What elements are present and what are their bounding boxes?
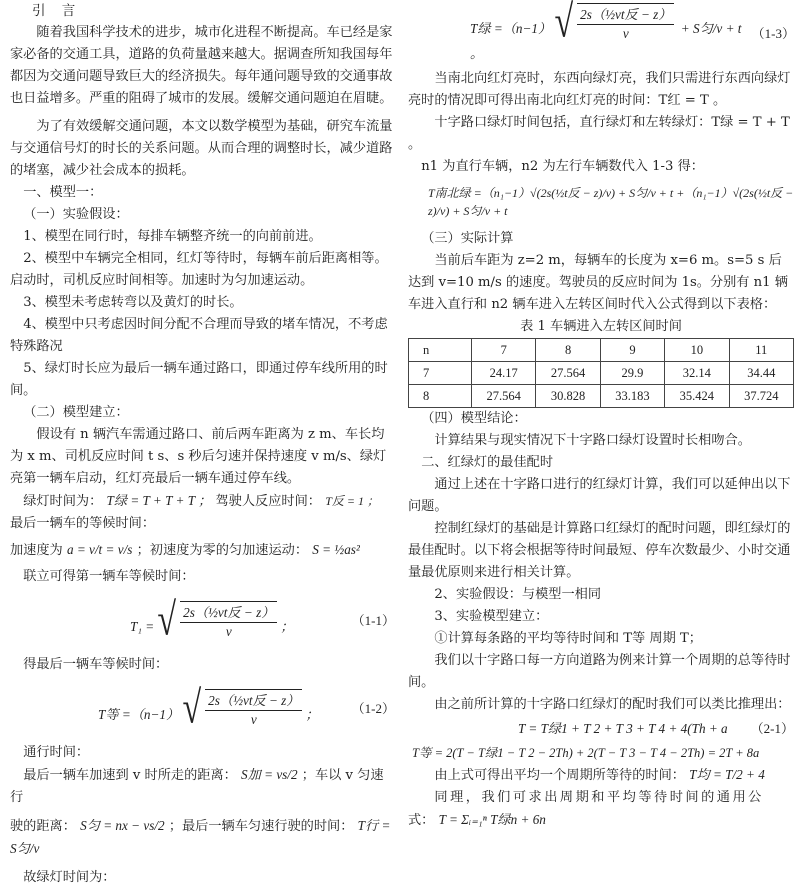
- experiment-assumption: 2、实验假设：与模型一相同: [434, 587, 602, 602]
- eq13-tail: + S匀/v + t 。: [470, 21, 742, 61]
- section-model-1: 一、模型一：: [23, 185, 103, 200]
- uniform-distance-note: ；最后一辆车匀速行驶的时间：: [168, 819, 354, 834]
- substitution-paragraph: n1 为直行车辆，n2 为左行车辆数代入 1-3 得：: [421, 159, 704, 174]
- eq12-lhs: T等 =（n−1）: [98, 707, 180, 722]
- average-wait-label: 由上式可得出平均一个周期所等待的时间：: [434, 768, 685, 783]
- assumption-5: 5、绿灯时长应为最后一辆车通过路口，即通过停车线所用的时间。: [10, 361, 388, 398]
- eq12-denominator: v: [250, 712, 257, 727]
- average-wait-line: [408, 764, 794, 787]
- eq13-number: （1-3）: [751, 26, 795, 41]
- section-2-paragraph-2: 控制红绿灯的基础是计算路口红绿灯的配时问题，即红绿灯的最佳配时。以下将会根据等待时间最短、停车次数最少、小时交通量最优原则来进行相关计算。: [408, 521, 791, 580]
- eq13-denominator: v: [622, 26, 629, 41]
- table-header-cell: 11: [729, 339, 793, 362]
- eq21-number: （2-1）: [750, 721, 794, 736]
- table-cell: 8: [409, 385, 472, 408]
- distance-formula: S = ½as²: [312, 542, 360, 557]
- equation-2-2: T等 = 2(T − T绿1 − T 2 − 2Th) + 2(T − T 3 − T 4 − 2Th) = 2T + 8a: [412, 746, 760, 760]
- wait-time-step: ①计算每条路的平均等待时间和 T等 周期 T；: [434, 631, 702, 646]
- table-caption: 表 1 车辆进入左转区间时间: [520, 319, 682, 334]
- distance-label: 最后一辆车加速到 v 时所走的距离：: [23, 768, 237, 783]
- general-formula-paragraph: 同理，我们可求出周期和平均等待时间的通用公: [434, 790, 764, 805]
- sqrt-symbol: √ $\frac{\text{2s（½vt反 − z）}}{v}$: [157, 601, 280, 641]
- sqrt-symbol: √ $\frac{\text{2s（½vt反 − z）}}{v}$: [182, 689, 305, 729]
- eq12-number: （1-2）: [351, 701, 395, 716]
- period-paragraph: 我们以十字路口每一方向道路为例来计算一个周期的总等待时间。: [408, 653, 791, 690]
- distance-note: ；车以 v 匀速行: [10, 768, 384, 805]
- experiment-model-heading: 3、实验模型建立：: [434, 609, 549, 624]
- eq13-numerator: 2s（½vt反 − z）: [577, 6, 674, 25]
- table-cell: 35.424: [665, 385, 729, 408]
- table-cell: 33.183: [600, 385, 664, 408]
- last-car-wait-label: 最后一辆车的等候时间：: [10, 516, 156, 531]
- green-time-formula: T绿 = T + T + T ；: [106, 493, 212, 508]
- equation-1-2: T等 =（n−1） √ $\frac{\text{2s（½vt反 − z）}}{v}$ ； （1-2）: [98, 683, 395, 734]
- pass-time-label: 通行时间：: [23, 745, 90, 760]
- model-build-paragraph: 假设有 n 辆汽车需通过路口、前后两车距离为 z m、车长均为 x m、司机反应时间 t s、s 秒后匀速并保持速度 v m/s、绿灯亮第一辆车启动，红灯亮最后一辆车通过停车线。: [10, 427, 387, 486]
- calc-heading: （三）实际计算: [421, 231, 514, 246]
- green-components-paragraph: 十字路口绿灯时间包括，直行绿灯和左转绿灯：T绿 = T + T 。: [408, 115, 790, 152]
- accel-distance-formula: S加 = vs/2: [241, 767, 298, 782]
- table-cell: 24.17: [472, 362, 536, 385]
- data-table: [408, 338, 794, 408]
- equation-1-3: [470, 2, 794, 66]
- average-wait-formula: T均 = T/2 + 4: [689, 767, 765, 782]
- table-cell: 7: [409, 362, 472, 385]
- eq11-fraction: [180, 601, 277, 641]
- table-cell: 32.14: [665, 362, 729, 385]
- left-column: [10, 0, 395, 889]
- table-cell: 29.9: [600, 362, 664, 385]
- table-header-cell: 7: [472, 339, 536, 362]
- section-2-heading: 二、红绿灯的最佳配时: [421, 455, 554, 470]
- table-row: [409, 385, 794, 408]
- distance-line: [10, 764, 395, 809]
- eq11-number: （1-1）: [351, 613, 395, 628]
- intro-paragraph-2: 为了有效缓解交通问题，本文以数学模型为基础，研究车流量与交通信号灯的时长的关系问题。从而合理的调整时长，减少道路的堵塞，减少社会成本的损耗。: [10, 119, 393, 178]
- table-cell: 27.564: [536, 362, 600, 385]
- acceleration-note: ；初速度为零的匀加速运动：: [136, 543, 309, 558]
- reaction-time-label: 驾驶人反应时间：: [215, 494, 321, 509]
- eq12-numerator: 2s（½vt反 − z）: [205, 692, 302, 711]
- eq11-lhs: T₁ =: [130, 619, 155, 634]
- equation-1-4: T南北绿 =（n₁−1）√(2s(½t反 − z)/v) + S匀/v + t +（n₁−1）√(2s(½t反 − z)/v) + S匀/v + t: [428, 186, 794, 218]
- general-formula: T = Σᵢ₌₁ⁿ T绿n + 6n: [438, 812, 546, 827]
- eq11-denominator: v: [225, 624, 232, 639]
- uniform-distance-formula: S匀 = nx − vs/2: [80, 818, 165, 833]
- assumption-heading: （一）实验假设：: [23, 207, 129, 222]
- assumption-2: 2、模型中车辆完全相同，红灯等待时，每辆车前后距离相等。启动时，司机反应时间相等。加速时为匀加速运动。: [10, 251, 388, 288]
- right-column: [408, 0, 794, 832]
- equation-1-1: T₁ = √ $\frac{\text{2s（½vt反 − z）}}{v}$ ； （1-1）: [130, 595, 395, 646]
- first-car-wait-label: 联立可得第一辆车等候时间：: [23, 569, 195, 584]
- table-cell: 27.564: [472, 385, 536, 408]
- section-2-paragraph-1: 通过上述在十字路口进行的红绿灯计算，我们可以延伸出以下问题。: [408, 477, 791, 514]
- intro-paragraph-1: 随着我国科学技术的进步，城市化进程不断提高。车已经是家家必备的交通工具，道路的负荷量越来越大。据调查所知我国每年都因为交通问题导致巨大的经济损失。每年通问题导致的交通事故也日益增多。严重的阻碍了城市的发展。缓解交通问题迫在眉睫。: [10, 25, 393, 106]
- acceleration-label: 加速度为: [10, 543, 63, 558]
- assumption-1: 1、模型在同行时，每排车辆整齐统一的向前前进。: [23, 229, 322, 244]
- eq12-fraction: [205, 689, 302, 729]
- green-time-line: [10, 490, 395, 513]
- table-header-cell: 9: [600, 339, 664, 362]
- uniform-distance-label: 驶的距离：: [10, 819, 76, 834]
- conclusion-heading: （四）模型结论：: [421, 411, 527, 426]
- table-header-cell: 8: [536, 339, 600, 362]
- last-car-wait-label-2: 得最后一辆车等候时间：: [23, 657, 169, 672]
- acceleration-line: [10, 539, 395, 562]
- eq13-lhs: T绿 =（n−1）: [470, 21, 552, 36]
- table-header-cell: n: [409, 339, 472, 362]
- table-cell: 30.828: [536, 385, 600, 408]
- eq13-fraction: [577, 3, 674, 43]
- table-header-cell: 10: [665, 339, 729, 362]
- acceleration-formula: a = v/t = v/s: [66, 542, 133, 557]
- general-formula-line: [408, 809, 794, 832]
- equation-2-1: [518, 718, 794, 740]
- table-header-row: [409, 339, 794, 362]
- assumption-4: 4、模型中只考虑因时间分配不合理而导致的堵车情况，不考虑特殊路况: [10, 317, 388, 354]
- calc-paragraph: 当前后车距为 z=2 m，每辆车的长度为 x=6 m。s=5 s 后达到 v=10 m/s 的速度。驾驶员的反应时间为 1s。分别有 n1 辆车进入直行和 n2 辆车进入左转区间时代入公式得到以下表格：: [408, 253, 788, 312]
- conclusion-paragraph: 计算结果与现实情况下十字路口绿灯设置时长相吻合。: [434, 433, 751, 448]
- table-cell: 34.44: [729, 362, 793, 385]
- table-row: [409, 362, 794, 385]
- uniform-distance-line: [10, 815, 395, 861]
- table-cell: 37.724: [729, 385, 793, 408]
- eq11-numerator: 2s（½vt反 − z）: [180, 604, 277, 623]
- green-final-label: 故绿灯时间为：: [23, 870, 116, 885]
- reaction-time-formula: T反 = 1 ；: [325, 494, 379, 508]
- sqrt-symbol: √ $\frac{\text{2s（½vt反 − z）}}{v}$: [554, 3, 677, 43]
- eq21-formula: T = T绿1 + T 2 + T 3 + T 4 + 4(Th + a: [518, 721, 728, 736]
- general-formula-label: 式：: [408, 813, 435, 828]
- red-light-paragraph: 当南北向红灯亮时，东西向绿灯亮，我们只需进行东西向绿灯亮时的情况即可得出南北向红灯亮的时间：T红 = T 。: [408, 71, 791, 108]
- model-build-heading: （二）模型建立：: [23, 405, 129, 420]
- intro-heading: 引 言: [32, 3, 82, 19]
- green-time-label: 绿灯时间为：: [23, 494, 103, 509]
- analogy-paragraph: 由之前所计算的十字路口红绿灯的配时我们可以类比推理出：: [434, 697, 791, 712]
- uniform-time-formula: T行 = S匀/v: [10, 818, 391, 856]
- assumption-3: 3、模型未考虑转弯以及黄灯的时长。: [23, 295, 243, 310]
